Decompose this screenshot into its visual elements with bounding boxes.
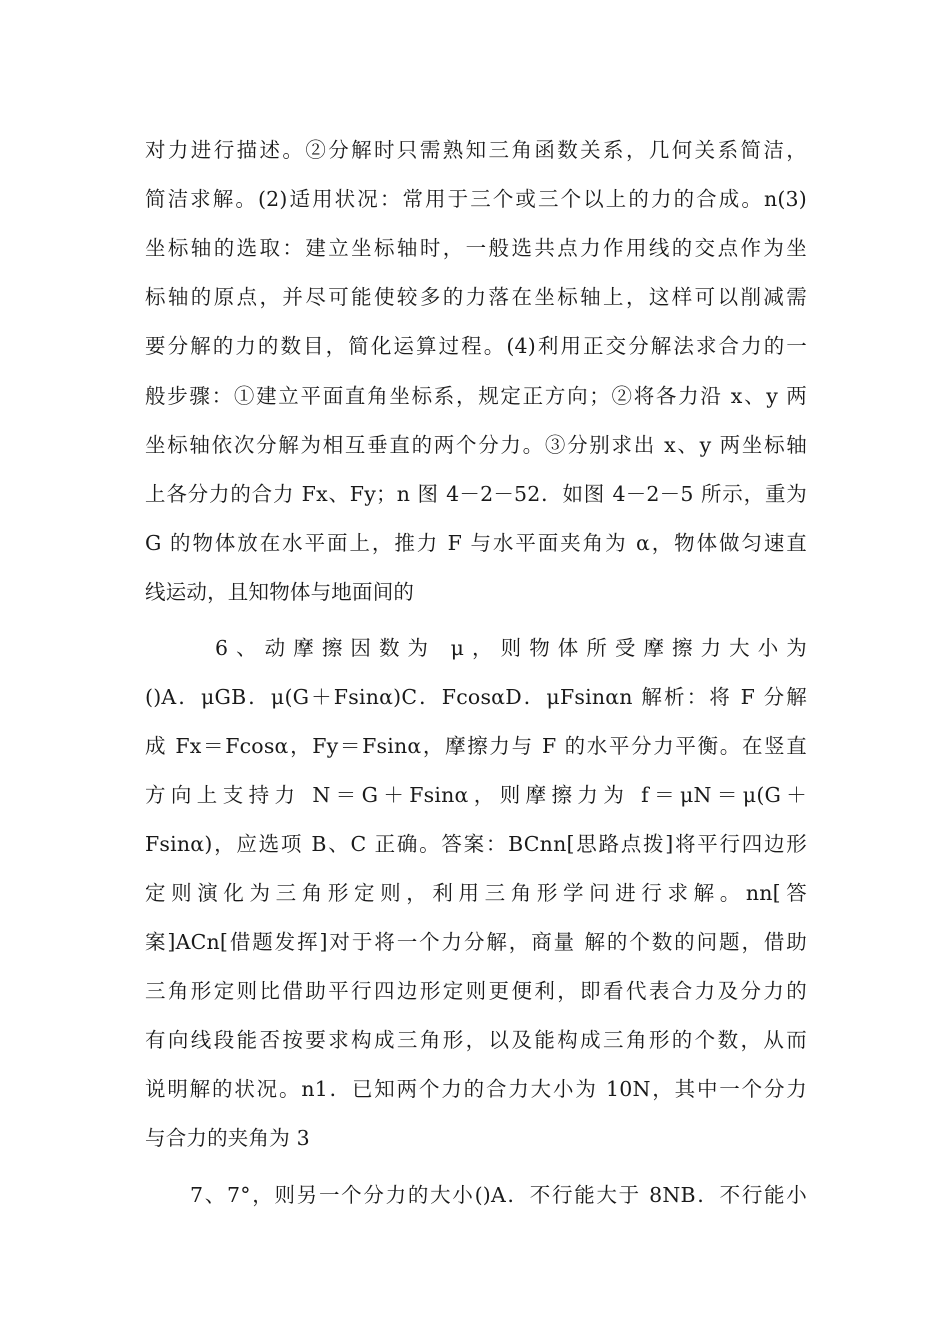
text-line: Fsinα)，应选项 B、C 正确。答案：BCnn[思路点拨]将平行四边形	[145, 832, 807, 856]
text-line: 成 Fx＝Fcosα，Fy＝Fsinα，摩擦力与 F 的水平分力平衡。在竖直	[145, 734, 807, 758]
text-line: 与合力的夹角为 3	[145, 1126, 310, 1150]
text-line: 定则演化为三角形定则，利用三角形学问进行求解。nn[答	[145, 881, 807, 905]
numbered-paragraph-start: 7、7°，则另一个分力的大小()A．不行能大于 8NB．不行能小	[190, 1183, 807, 1207]
text-line: 线运动，且知物体与地面间的	[145, 580, 415, 604]
text-line: 坐标轴的选取：建立坐标轴时，一般选共点力作用线的交点作为坐	[145, 236, 807, 260]
text-line: 有向线段能否按要求构成三角形，以及能构成三角形的个数，从而	[145, 1028, 807, 1052]
text-line: 说明解的状况。n1．已知两个力的合力大小为 10N，其中一个分力	[145, 1077, 807, 1101]
text-line: 般步骤：①建立平面直角坐标系，规定正方向；②将各力沿 x、y 两	[145, 384, 807, 408]
text-line: G 的物体放在水平面上，推力 F 与水平面夹角为 α，物体做匀速直	[145, 531, 807, 555]
text-line: 方向上支持力 N＝G＋Fsinα，则摩擦力为 f＝μN＝μ(G＋	[145, 783, 807, 807]
text-line: 标轴的原点，并尽可能使较多的力落在坐标轴上，这样可以削减需	[145, 285, 807, 309]
text-line: 三角形定则比借助平行四边形定则更便利，即看代表合力及分力的	[145, 979, 807, 1003]
text-line: 对力进行描述。②分解时只需熟知三角函数关系，几何关系简洁，	[145, 138, 807, 162]
numbered-paragraph-start: 6、动摩擦因数为 μ，则物体所受摩擦力大小为	[215, 636, 807, 660]
text-line: 简洁求解。(2)适用状况：常用于三个或三个以上的力的合成。n(3)	[145, 187, 807, 211]
text-line: ()A．μGB．μ(G＋Fsinα)C．FcosαD．μFsinαn 解析：将 F 分解	[145, 685, 807, 709]
text-line: 上各分力的合力 Fx、Fy；n 图 4－2－52．如图 4－2－5 所示，重为	[145, 482, 807, 506]
text-line: 案]ACn[借题发挥]对于将一个力分解，商量 解的个数的问题，借助	[145, 930, 807, 954]
text-line: 坐标轴依次分解为相互垂直的两个分力。③分别求出 x、y 两坐标轴	[145, 433, 807, 457]
text-line: 要分解的力的数目，简化运算过程。(4)利用正交分解法求合力的一	[145, 334, 807, 358]
